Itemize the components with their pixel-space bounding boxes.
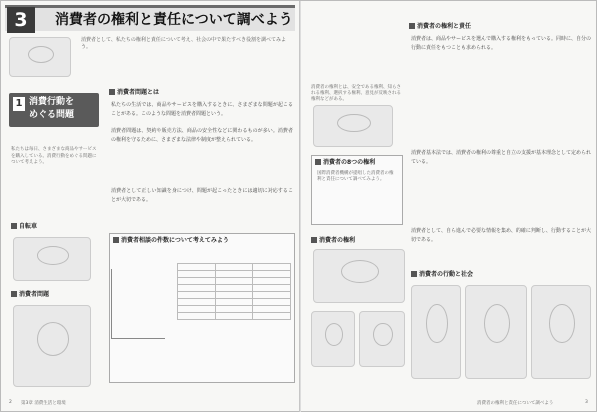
chapter-number: 3 <box>7 7 35 33</box>
right-side-note: 消費者の権利とは、安全である権利、知らされる権利、選択する権利、意見が反映される権利などがある。 <box>311 85 401 102</box>
left-paragraph-2: 消費者問題は、契約や販売方法、商品の安全性などに関わるものが多い。消費者の権利を守るために、さまざまな法律や制度が整えられている。 <box>111 128 293 143</box>
left-paragraph-3: 消費者として正しい知識を身につけ、問題が起こったときには適切に対応することが大切である。 <box>111 188 293 203</box>
right-footer-text: 消費者の権利と責任について調べよう <box>477 401 554 406</box>
chapter-lead-text: 消費者として、私たちの権利と責任について考え、社会の中で果たすべき役割を調べてみよう。 <box>81 37 287 50</box>
right-main-heading: 消費者の権利と責任 <box>409 23 471 31</box>
meeting-illustration <box>313 105 393 147</box>
figure-illustration-a <box>311 311 355 367</box>
figure-illustration-b <box>359 311 405 367</box>
left-footer-text: 第3章 消費生活と環境 <box>21 401 66 406</box>
data-table <box>177 263 291 320</box>
illustration-label-1: 自転車 <box>11 223 37 231</box>
side-note: 私たちは毎日、さまざまな商品やサービスを購入している。消費行動をめぐる問題について考えよう。 <box>11 147 97 165</box>
shopping-illustration <box>9 37 71 77</box>
right-paragraph-1: 消費者は、商品やサービスを選んで購入する権利をもっている。同時に、自分の行動に責任をもつことも求められる。 <box>411 36 592 51</box>
right-subheading-1: 消費者の権利 <box>311 237 355 245</box>
left-paragraph-1: 私たちの生活では、商品やサービスを購入するときに、さまざまな問題が起こることがある。このような問題を消費者問題という。 <box>111 102 293 117</box>
rights-box-title: 消費者の8つの権利 <box>315 159 375 167</box>
right-paragraph-2: 消費者基本法では、消費者の権利の尊重と自立の支援が基本理念として定められている。 <box>411 150 592 165</box>
chapter-title: 消費者の権利と責任について調べよう <box>55 12 293 28</box>
illustration-label-2: 消費者問題 <box>11 291 49 299</box>
bicycle-illustration <box>13 237 91 281</box>
data-box-title: 消費者相談の件数について考えてみよう <box>113 237 229 245</box>
comic-panel-3 <box>531 285 591 379</box>
page-spine <box>299 1 301 412</box>
comic-panel-1 <box>411 285 461 379</box>
left-main-heading: 消費者問題とは <box>109 89 159 97</box>
people-illustration <box>13 305 91 387</box>
data-chart-area <box>111 269 165 339</box>
left-page-number: 2 <box>9 400 12 405</box>
comic-panel-2 <box>465 285 527 379</box>
discussion-illustration <box>313 249 405 303</box>
right-paragraph-3: 消費者として、自ら進んで必要な情報を集め、的確に判断し、行動することが大切である。 <box>411 228 591 243</box>
right-page-number: 3 <box>585 400 588 405</box>
rights-box-text: 国際消費者機構が提唱した消費者の権利と責任について調べてみよう。 <box>317 171 394 182</box>
section-title: 消費行動を めぐる問題 <box>29 97 75 120</box>
right-subheading-2: 消費者の行動と社会 <box>411 271 473 279</box>
section-number: 1 <box>13 97 25 111</box>
